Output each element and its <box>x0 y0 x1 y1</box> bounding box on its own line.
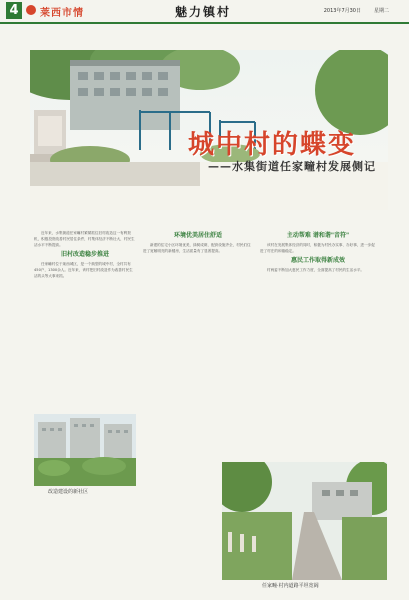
photo-caption: 任家疃·村内道路平坦宽阔 <box>262 583 319 589</box>
section-heading: 主动帮难 谱和谐"音符" <box>286 232 350 239</box>
article-title: 城中村的蝶变 <box>188 130 357 160</box>
village-road-photo <box>222 462 387 580</box>
flower-icon <box>26 5 36 15</box>
section-heading: 旧村改造稳步推进 <box>60 250 109 258</box>
photo-caption: 改造建设的新社区 <box>48 489 89 495</box>
page-header <box>0 0 409 24</box>
col2-body: 新建的住宅小区环境优美，绿树成荫，配套设施齐全，村民们住进了宽敞明亮的新楼房，生活质量有了显著提高。 <box>143 243 251 254</box>
issue-date: 2013年7月30日 <box>323 8 361 14</box>
page-number: 4 <box>6 2 22 19</box>
col1-body: 任家疃村位于莱西城区，是一个典型的城中村，全村共有450户，1300余人。近年来，该村把旧村改造作为改善村民生活的头等大事来抓。 <box>34 261 133 279</box>
text-column-1 <box>34 230 136 279</box>
page-title: 魅力镇村 <box>175 5 232 19</box>
text-column-3 <box>260 230 376 273</box>
text-column-2 <box>143 230 253 255</box>
section-name: 莱西市情 <box>40 8 84 19</box>
col3-body: 该村在发展集体经济的同时，积极为村民办实事、办好事，进一步促进了村庄的和谐稳定。 <box>260 243 375 254</box>
issue-weekday: 星期二 <box>373 8 389 14</box>
community-photo <box>34 414 136 486</box>
section-heading: 惠民工作取得新成效 <box>290 256 345 264</box>
col3-body2: 村两委不断加大惠民工作力度，全面提高了村民的生活水平。 <box>267 267 365 272</box>
col1-intro: 近年来，水集街道任家疃村紧紧抓住旧村改造这一有利契机，积极投资改善村民居住条件，村集体经济不断壮大，村民生活水平不断提高。 <box>34 231 135 248</box>
article-subtitle: ——水集街道任家疃村发展侧记 <box>208 160 376 173</box>
section-heading: 环境优美居住舒适 <box>173 232 222 239</box>
